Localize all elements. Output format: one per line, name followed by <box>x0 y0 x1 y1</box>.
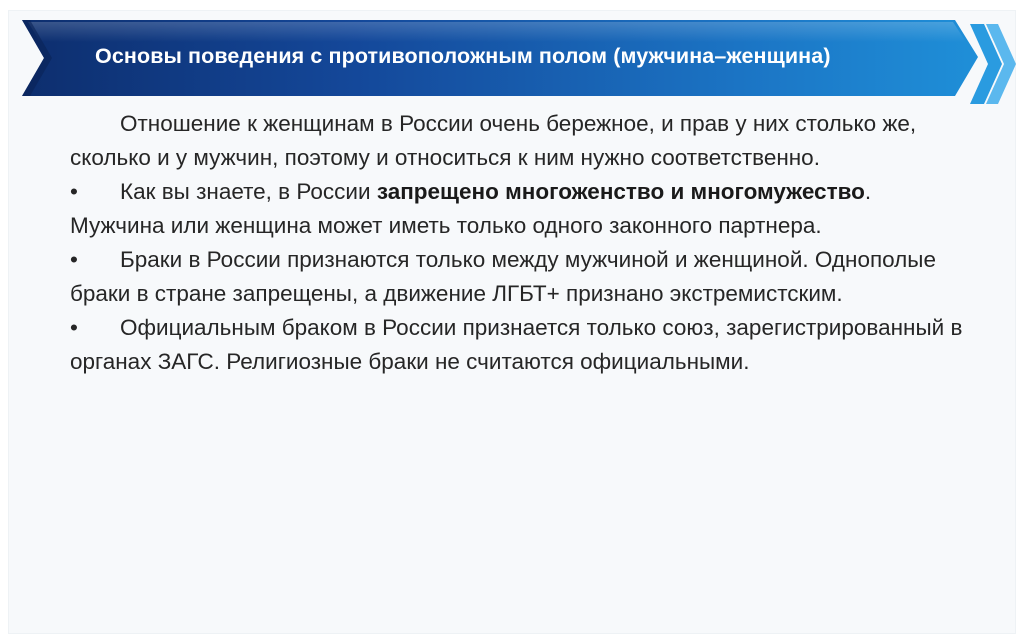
bullet-text-rest: . Мужчина или женщина может иметь только одного законного партнера. <box>70 179 872 238</box>
bullet-text-bold: запрещено многоженство и многомужество <box>376 179 865 204</box>
bullet-marker: • <box>70 179 78 204</box>
bullet-text: Официальным браком в России признается только союз, зарегистрированный в органах ЗАГС. Религиозные браки не считаются официальными. <box>70 315 963 374</box>
bullet-text: Как вы знаете, в России <box>120 179 377 204</box>
paragraph-text: Отношение к женщинам в России очень бережное, и прав у них столько же, сколько и у мужчин, поэтому и относиться к ним нужно соответственно. <box>70 111 917 170</box>
chevron-arrows-icon <box>966 16 1016 112</box>
bullet-item <box>70 175 970 243</box>
slide-title: Основы поведения с противоположным полом (мужчина–женщина) <box>95 44 831 68</box>
bullet-marker: • <box>70 247 78 272</box>
banner-shine <box>28 22 966 42</box>
paragraph-intro <box>70 107 970 175</box>
bullet-item <box>70 311 970 379</box>
bullet-item <box>70 243 970 311</box>
bullet-text: Браки в России признаются только между мужчиной и женщиной. Однополые браки в стране запрещены, а движение ЛГБТ+ признано экстремистским. <box>70 247 936 306</box>
bullet-marker: • <box>70 315 78 340</box>
slide-body <box>70 107 970 379</box>
